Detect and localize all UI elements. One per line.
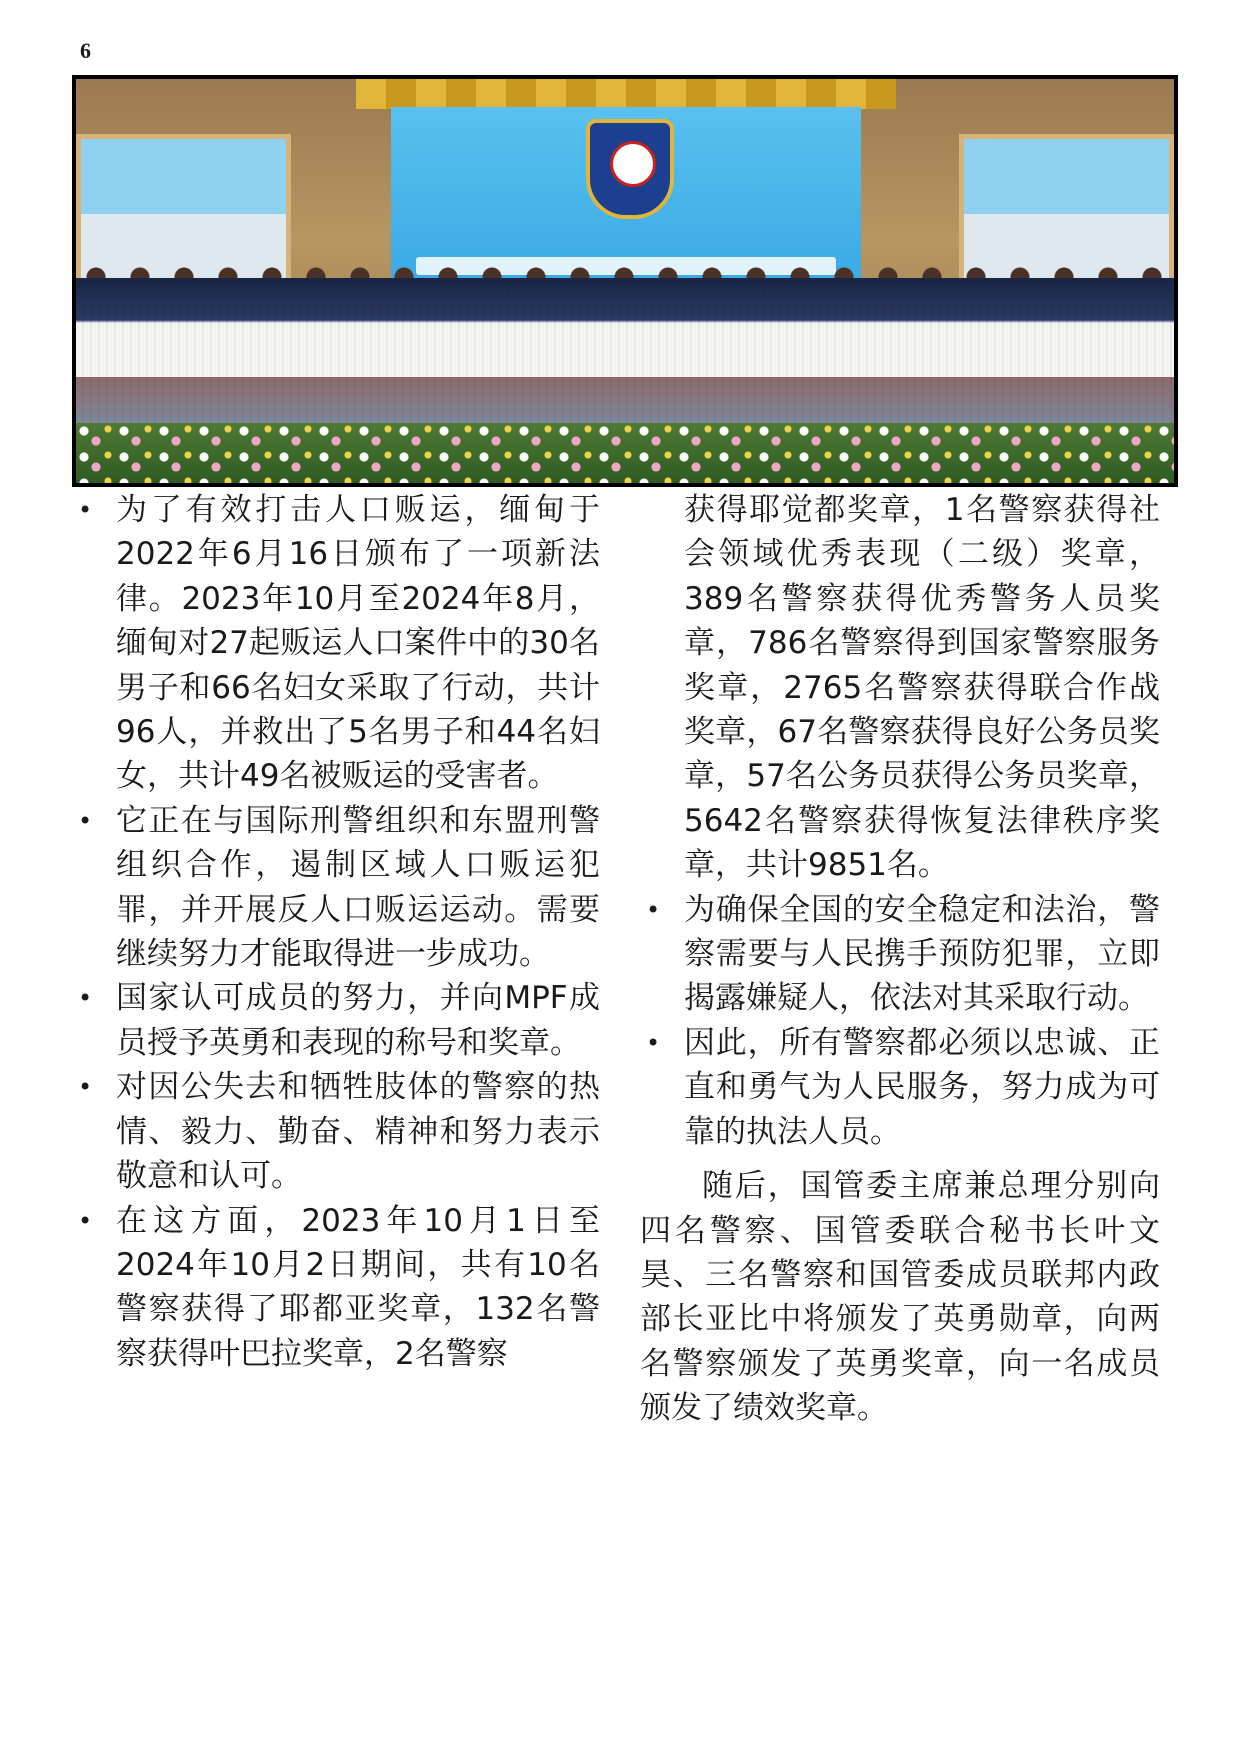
page-number: 6 xyxy=(80,38,91,63)
group-of-officials xyxy=(76,278,1174,428)
bullet-dot-icon: • xyxy=(646,1028,661,1057)
bullet-item xyxy=(72,1199,600,1377)
bullet-text: 它正在与国际刑警组织和东盟刑警组织合作，遏制区域人口贩运犯罪，并开展反人口贩运运动。需要继续努力才能取得进一步成功。 xyxy=(116,802,600,973)
bullet-dot-icon: • xyxy=(78,496,93,524)
bullet-dot-icon: • xyxy=(646,895,661,924)
bullet-item xyxy=(72,976,600,1065)
bullet-text: 在这方面，2023年10月1日至2024年10月2日期间，共有10名警察获得了耶都亚奖章，132名警察获得叶巴拉奖章，2名警察 xyxy=(116,1202,600,1372)
bullet-text: 对因公失去和牺牲肢体的警察的热情、毅力、勤奋、精神和努力表示敬意和认可。 xyxy=(116,1069,600,1195)
ceremony-photo xyxy=(72,75,1178,487)
stage-curtain xyxy=(356,79,896,109)
left-column xyxy=(72,488,600,1376)
right-column xyxy=(640,488,1160,1431)
bullet-text: 因此，所有警察都必须以忠诚、正直和勇气为人民服务，努力成为可靠的执法人员。 xyxy=(684,1024,1160,1150)
bullet-item xyxy=(72,488,600,799)
bullet-item xyxy=(640,1021,1160,1154)
flower-arrangement xyxy=(76,423,1174,483)
bullet-item xyxy=(640,888,1160,1021)
body-paragraph: 随后，国管委主席兼总理分别向四名警察、国管委联合秘书长叶文昊、三名警察和国管委成员联邦内政部长亚比中将颁发了英勇勋章，向两名警察颁发了英勇奖章，向一名成员颁发了绩效奖章。 xyxy=(640,1168,1160,1427)
bullet-dot-icon: • xyxy=(78,984,93,1013)
police-emblem-icon xyxy=(586,119,674,219)
bullet-continuation: 获得耶觉都奖章，1名警察获得社会领域优秀表现（二级）奖章，389名警察获得优秀警务人员奖章，786名警察得到国家警察服务奖章，2765名警察获得联合作战奖章，67名警察获得良好公务员奖章，57名公务员获得公务员奖章，5642名警察获得恢复法律秩序奖章，共计9851名。 xyxy=(684,492,1160,884)
bullet-dot-icon: • xyxy=(78,806,93,835)
bullet-text: 国家认可成员的努力，并向MPF成员授予英勇和表现的称号和奖章。 xyxy=(116,980,600,1061)
bullet-item xyxy=(72,1065,600,1198)
bullet-dot-icon: • xyxy=(78,1206,93,1235)
bullet-text: 为了有效打击人口贩运，缅甸于2022年6月16日颁布了一项新法律。2023年10月至2024年8月，缅甸对27起贩运人口案件中的30名男子和66名妇女采取了行动，共计96人，并救出了5名男子和44名妇女，共计49名被贩运的受害者。 xyxy=(116,492,600,795)
bullet-dot-icon: • xyxy=(78,1073,93,1102)
bullet-item xyxy=(72,799,600,977)
bullet-text: 为确保全国的安全稳定和法治，警察需要与人民携手预防犯罪，立即揭露嫌疑人，依法对其采取行动。 xyxy=(684,891,1160,1017)
